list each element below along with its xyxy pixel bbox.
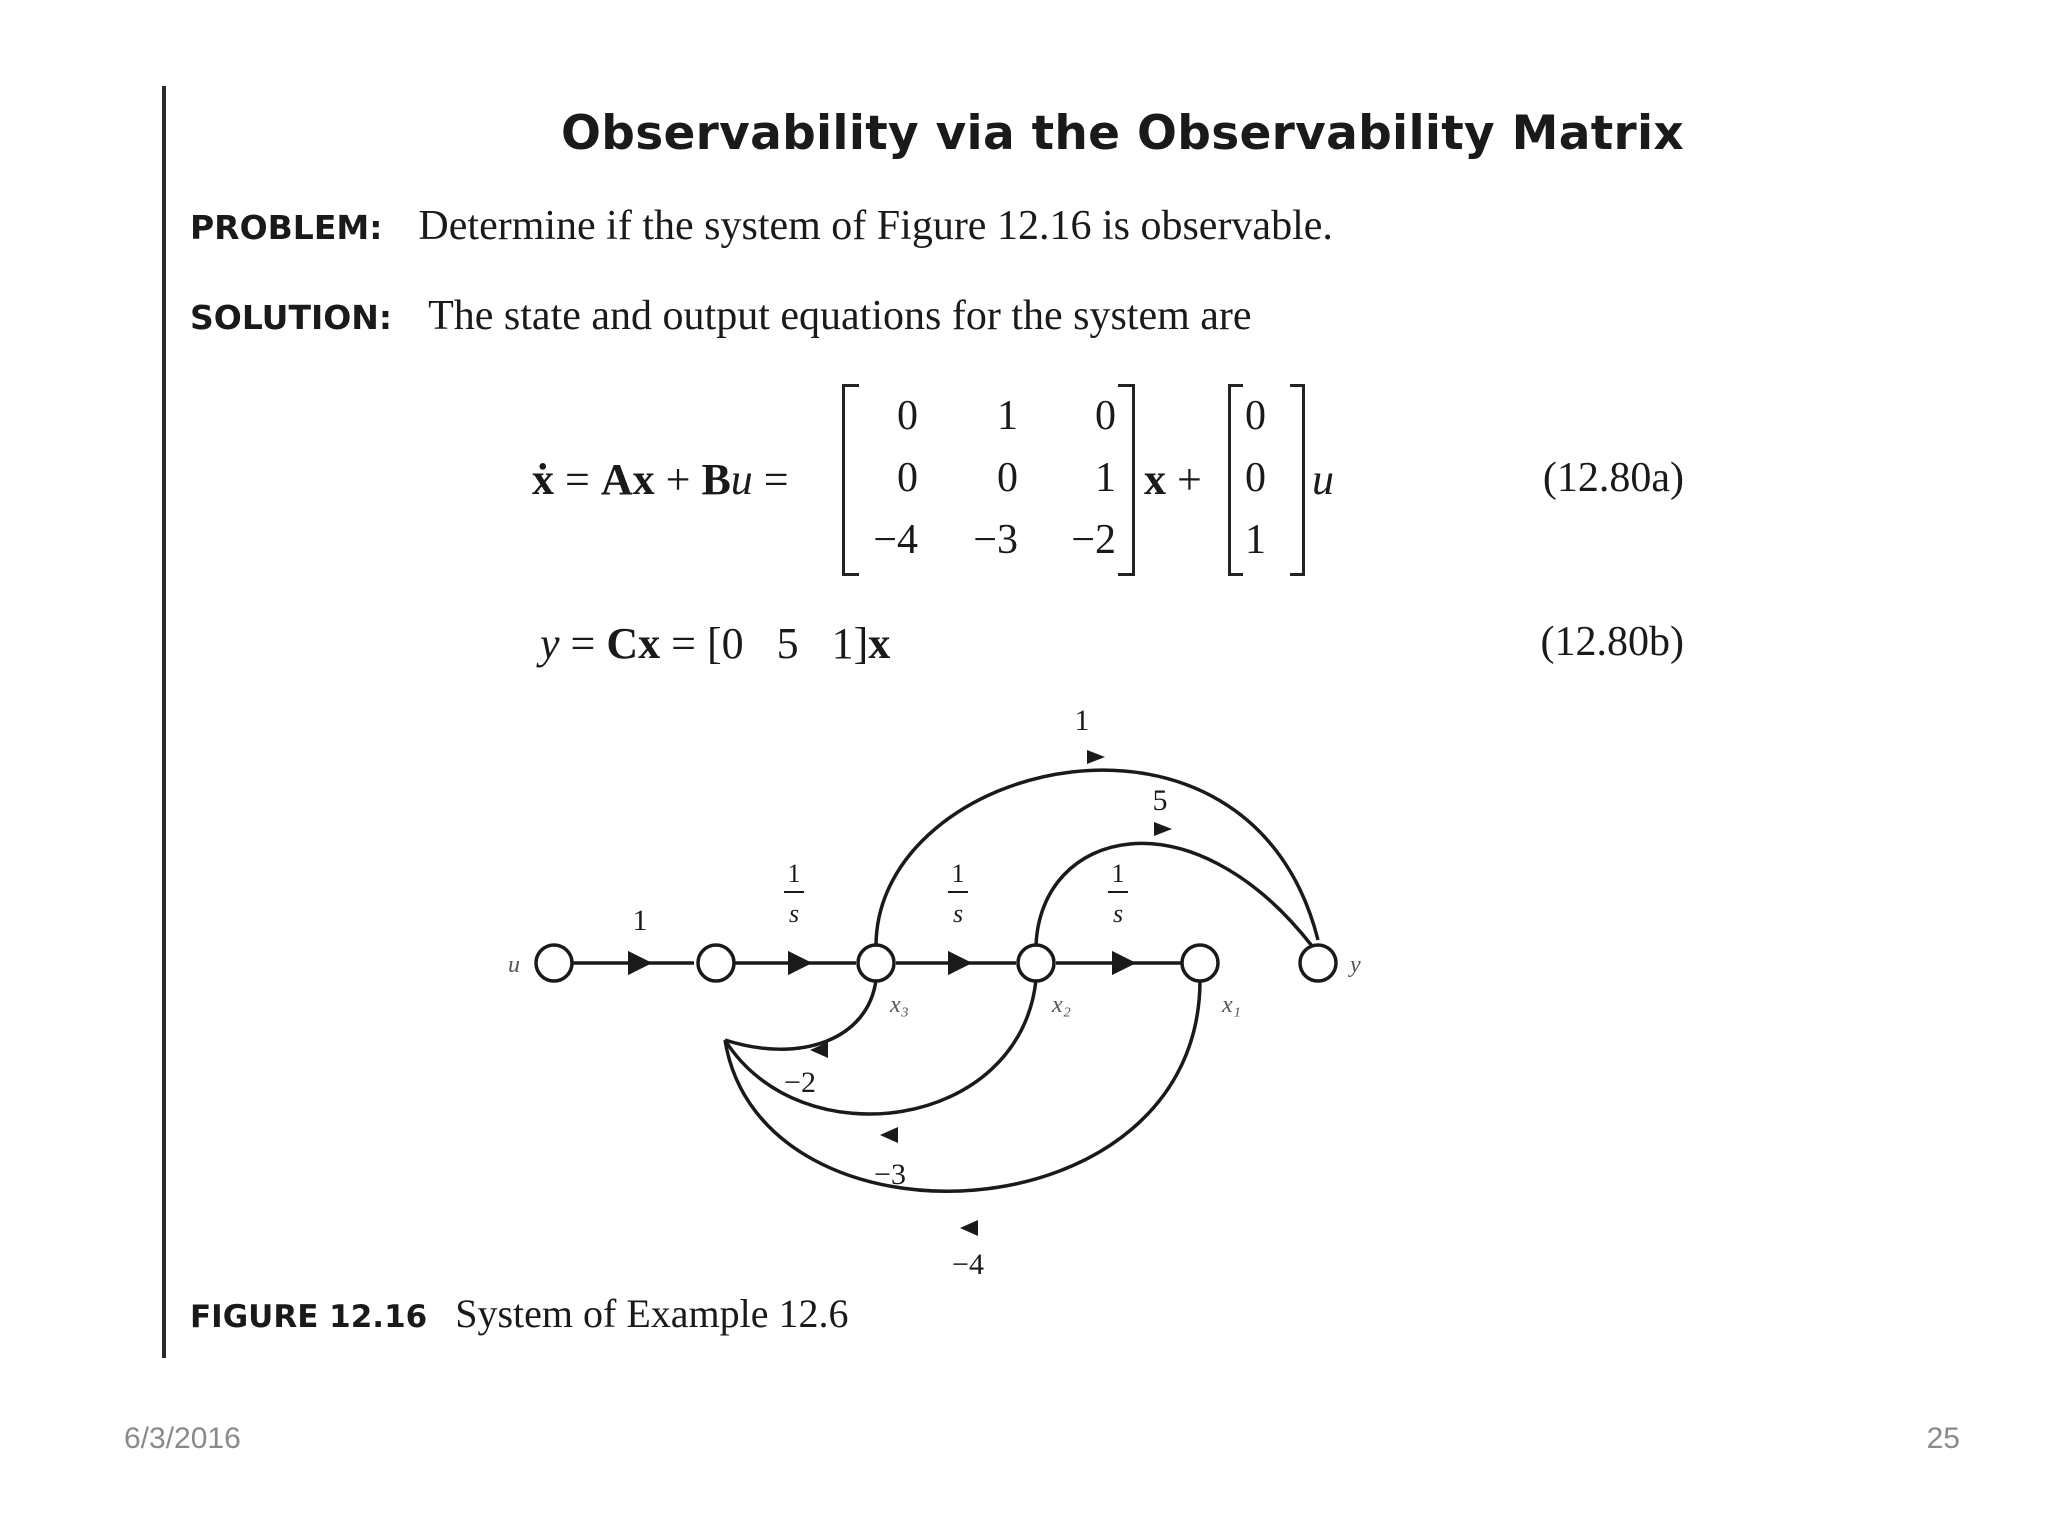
matrix-A-cell: 0 [997, 455, 1018, 501]
node-sum [698, 945, 734, 981]
gain-fb-2: −2 [784, 1066, 816, 1099]
node-label-x1: x₁ [1222, 992, 1241, 1018]
matrix-A-cell: −2 [1071, 517, 1116, 563]
node-label-x3: x₃ [890, 992, 909, 1018]
plus-sign: + [654, 455, 702, 504]
matrix-A-cell: 0 [897, 455, 918, 501]
equals-sign: = [554, 455, 601, 504]
figure-caption-text: System of Example 12.6 [455, 1291, 849, 1336]
gain-fb-3: −3 [874, 1158, 906, 1191]
equals-sign-3: = [559, 619, 607, 668]
integrator-3-numerator: 1 [1111, 859, 1125, 888]
integrator-2-numerator: 1 [951, 859, 965, 888]
x-symbol-2: x [1144, 455, 1166, 504]
x-symbol-4: x [868, 619, 891, 668]
matrix-A-cell: −3 [973, 517, 1018, 563]
node-u [536, 945, 572, 981]
figure-caption [190, 1290, 849, 1337]
solution-text: The state and output equations for the system are [428, 293, 1252, 339]
equation-a-number: (12.80a) [1542, 455, 1684, 501]
arrow-feedback-4 [960, 1220, 978, 1236]
integrator-1-denominator: s [788, 899, 800, 928]
A-symbol: A [600, 455, 633, 504]
node-x1 [1182, 945, 1218, 981]
integrator-1-numerator: 1 [787, 859, 801, 888]
node-y [1300, 945, 1336, 981]
gain-out-mid: 5 [1152, 784, 1168, 817]
plus-sign-2: + [1166, 455, 1202, 504]
branch-output-mid [1036, 843, 1312, 946]
footer-date: 6/3/2016 [124, 1422, 241, 1455]
node-label-x2: x₂ [1052, 992, 1071, 1018]
C-symbol: C [606, 619, 639, 668]
matrix-A-cell: −4 [873, 517, 918, 563]
vector-B-cell: 1 [1245, 517, 1266, 563]
node-label-y: y [1350, 952, 1361, 978]
B-symbol: B [701, 455, 731, 504]
problem-label: PROBLEM: [190, 208, 383, 247]
x-symbol-3: x [638, 619, 661, 668]
arrow-output-top [1087, 750, 1105, 764]
vector-B-cell: 0 [1245, 455, 1266, 501]
x-symbol: x [632, 455, 655, 504]
figure-label: FIGURE 12.16 [190, 1299, 428, 1335]
slide-title: Observability via the Observability Matrix [561, 106, 1684, 161]
arrow-output-mid [1154, 822, 1172, 836]
matrix-A-cell: 0 [897, 393, 918, 439]
equation-a-rhs: u [1312, 455, 1334, 504]
x-dot-symbol: ẋ [532, 455, 554, 504]
u-symbol: u [730, 455, 753, 504]
node-x2 [1018, 945, 1054, 981]
arrow-feedback-3 [880, 1127, 898, 1143]
y-symbol: y [540, 619, 560, 668]
gain-input: 1 [632, 904, 648, 937]
vector-B-cell: 0 [1245, 393, 1266, 439]
problem-text: Determine if the system of Figure 12.16 is observable. [418, 203, 1333, 249]
equation-b-number: (12.80b) [1540, 619, 1684, 665]
node-label-u: u [508, 952, 520, 978]
branch-output-top [876, 770, 1318, 946]
footer-page-number: 25 [1926, 1422, 1960, 1455]
integrator-3-denominator: s [1112, 899, 1124, 928]
matrix-A-cell: 1 [1095, 455, 1116, 501]
integrator-2-denominator: s [952, 899, 964, 928]
equals-sign-2: = [752, 455, 789, 504]
C-row-vector: = [0 5 1] [660, 619, 869, 668]
branch-feedback-2 [725, 980, 876, 1049]
branch-feedback-3 [725, 980, 1036, 1114]
gain-fb-4: −4 [952, 1248, 984, 1281]
node-x3 [858, 945, 894, 981]
gain-out-top: 1 [1074, 704, 1090, 737]
matrix-A-cell: 0 [1095, 393, 1116, 439]
solution-label: SOLUTION: [190, 298, 393, 337]
matrix-A-cell: 1 [997, 393, 1018, 439]
